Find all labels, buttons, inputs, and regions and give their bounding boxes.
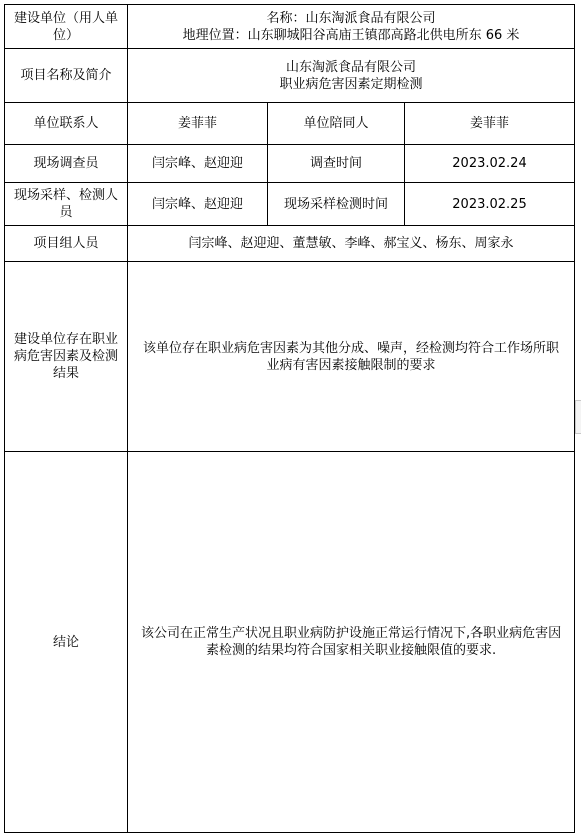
contact-row [5,103,575,145]
escort-label: 单位陪同人 [268,103,405,145]
sampling-time-value: 2023.02.25 [405,183,575,226]
sampling-staff-value: 闫宗峰、赵迎迎 [128,183,268,226]
project-label: 项目名称及简介 [5,49,128,103]
survey-row [5,145,575,183]
escort-value: 姜菲菲 [405,103,575,145]
contact-label: 单位联系人 [5,103,128,145]
sampling-staff-label: 现场采样、检测人员 [5,183,128,226]
project-summary: 职业病危害因素定期检测 [279,76,423,92]
surveyor-label: 现场调查员 [5,145,128,183]
survey-time-label: 调查时间 [268,145,405,183]
project-info-cell [128,49,575,103]
scroll-edge-marker[interactable] [575,400,581,434]
sampling-row [5,183,575,226]
hazard-row [5,262,575,452]
conclusion-label: 结论 [5,452,128,833]
org-info-cell [128,5,575,49]
project-row [5,49,575,103]
org-location: 地理位置：山东聊城阳谷高庙王镇邵高路北供电所东 66 米 [182,27,520,43]
conclusion-row [5,452,575,833]
team-label: 项目组人员 [5,226,128,262]
team-members: 闫宗峰、赵迎迎、董慧敏、李峰、郝宝义、杨东、周家永 [128,226,575,262]
sampling-time-label: 现场采样检测时间 [268,183,405,226]
inspection-info-table [4,4,575,833]
survey-time-value: 2023.02.24 [405,145,575,183]
org-row [5,5,575,49]
contact-value: 姜菲菲 [128,103,268,145]
team-row [5,226,575,262]
hazard-result: 该单位存在职业病危害因素为其他分成、噪声，经检测均符合工作场所职业病有害因素接触限制的要求 [128,262,575,452]
org-name: 名称：山东淘派食品有限公司 [266,10,436,26]
surveyor-value: 闫宗峰、赵迎迎 [128,145,268,183]
conclusion-text: 该公司在正常生产状况且职业病防护设施正常运行情况下,各职业病危害因素检测的结果均符合国家相关职业接触限值的要求. [128,452,575,833]
project-name: 山东淘派食品有限公司 [286,59,417,75]
org-label: 建设单位（用人单位） [5,5,128,49]
hazard-label: 建设单位存在职业病危害因素及检测结果 [5,262,128,452]
